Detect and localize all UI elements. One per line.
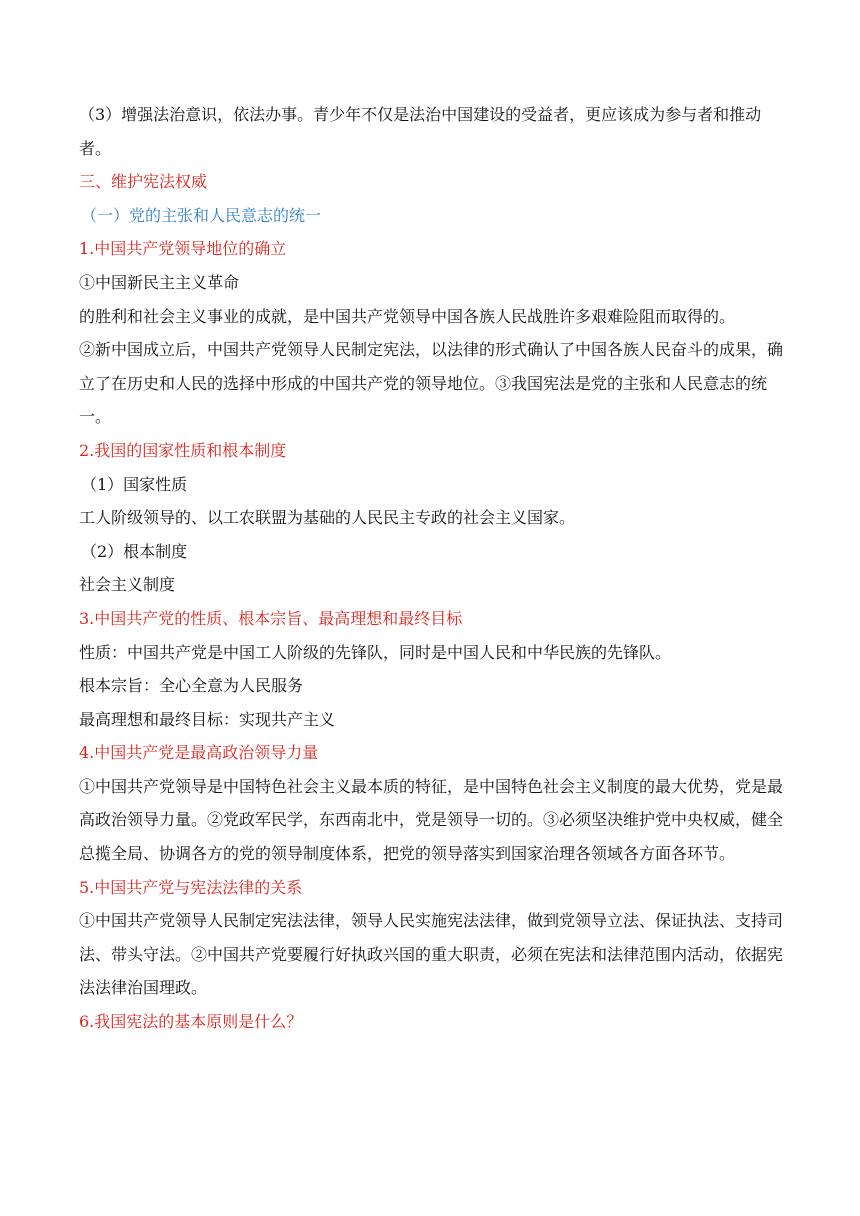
document-page bbox=[79, 98, 784, 1039]
paragraph-party-purpose: 根本宗旨：全心全意为人民服务 bbox=[79, 676, 304, 696]
label-state-nature: （1）国家性质 bbox=[81, 474, 188, 494]
heading-party-and-constitution: 5.中国共产党与宪法法律的关系 bbox=[79, 877, 303, 897]
paragraph-victory-and-achievements: 的胜利和社会主义事业的成就，是中国共产党领导中国各族人民战胜许多艰难险阻而取得的。 bbox=[79, 306, 736, 326]
heading-state-nature-and-system: 2.我国的国家性质和根本制度 bbox=[79, 440, 287, 460]
paragraph-new-democratic-revolution: ①中国新民主主义革命 bbox=[79, 272, 240, 292]
paragraph-party-nature: 性质：中国共产党是中国工人阶级的先锋队，同时是中国人民和中华民族的先锋队。 bbox=[79, 642, 672, 662]
heading-party-leadership-established: 1.中国共产党领导地位的确立 bbox=[79, 239, 287, 259]
paragraph-fundamental-system: 社会主义制度 bbox=[79, 575, 176, 595]
heading-basic-principles-question: 6.我国宪法的基本原则是什么？ bbox=[79, 1012, 303, 1032]
section-heading-safeguard-constitution: 三、维护宪法权威 bbox=[79, 172, 208, 192]
paragraph-party-goal: 最高理想和最终目标：实现共产主义 bbox=[79, 709, 336, 729]
heading-party-nature-purpose-goal: 3.中国共产党的性质、根本宗旨、最高理想和最终目标 bbox=[79, 608, 463, 628]
paragraph-state-nature: 工人阶级领导的、以工农联盟为基础的人民民主专政的社会主义国家。 bbox=[79, 508, 576, 528]
paragraph-constitution-enacted: ②新中国成立后，中国共产党领导人民制定宪法，以法律的形式确认了中国各族人民奋斗的成果，确立了在历史和人民的选择中形成的中国共产党的领导地位。③我国宪法是党的主张和人民意志的统一。 bbox=[79, 340, 784, 427]
subsection-heading-party-and-people: （一）党的主张和人民意志的统一 bbox=[81, 205, 322, 225]
heading-highest-political-force: 4.中国共产党是最高政治领导力量 bbox=[79, 743, 319, 763]
paragraph-party-leadership: ①中国共产党领导是中国特色社会主义最本质的特征，是中国特色社会主义制度的最大优势，党是最高政治领导力量。②党政军民学，东西南北中，党是领导一切的。③必须坚决维护党中央权威，健全总揽全局、协调各方的党的领导制度体系，把党的领导落实到国家治理各领域各方面各环节。 bbox=[79, 776, 784, 864]
paragraph-enhance-legal-awareness: （3）增强法治意识，依法办事。青少年不仅是法治中国建设的受益者，更应该成为参与者和推动者。 bbox=[79, 105, 762, 158]
paragraph-party-and-law: ①中国共产党领导人民制定宪法法律，领导人民实施宪法法律，做到党领导立法、保证执法、支持司法、带头守法。②中国共产党要履行好执政兴国的重大职责，必须在宪法和法律范围内活动，依据宪法法律治国理政。 bbox=[79, 911, 784, 998]
label-fundamental-system: （2）根本制度 bbox=[81, 541, 188, 561]
